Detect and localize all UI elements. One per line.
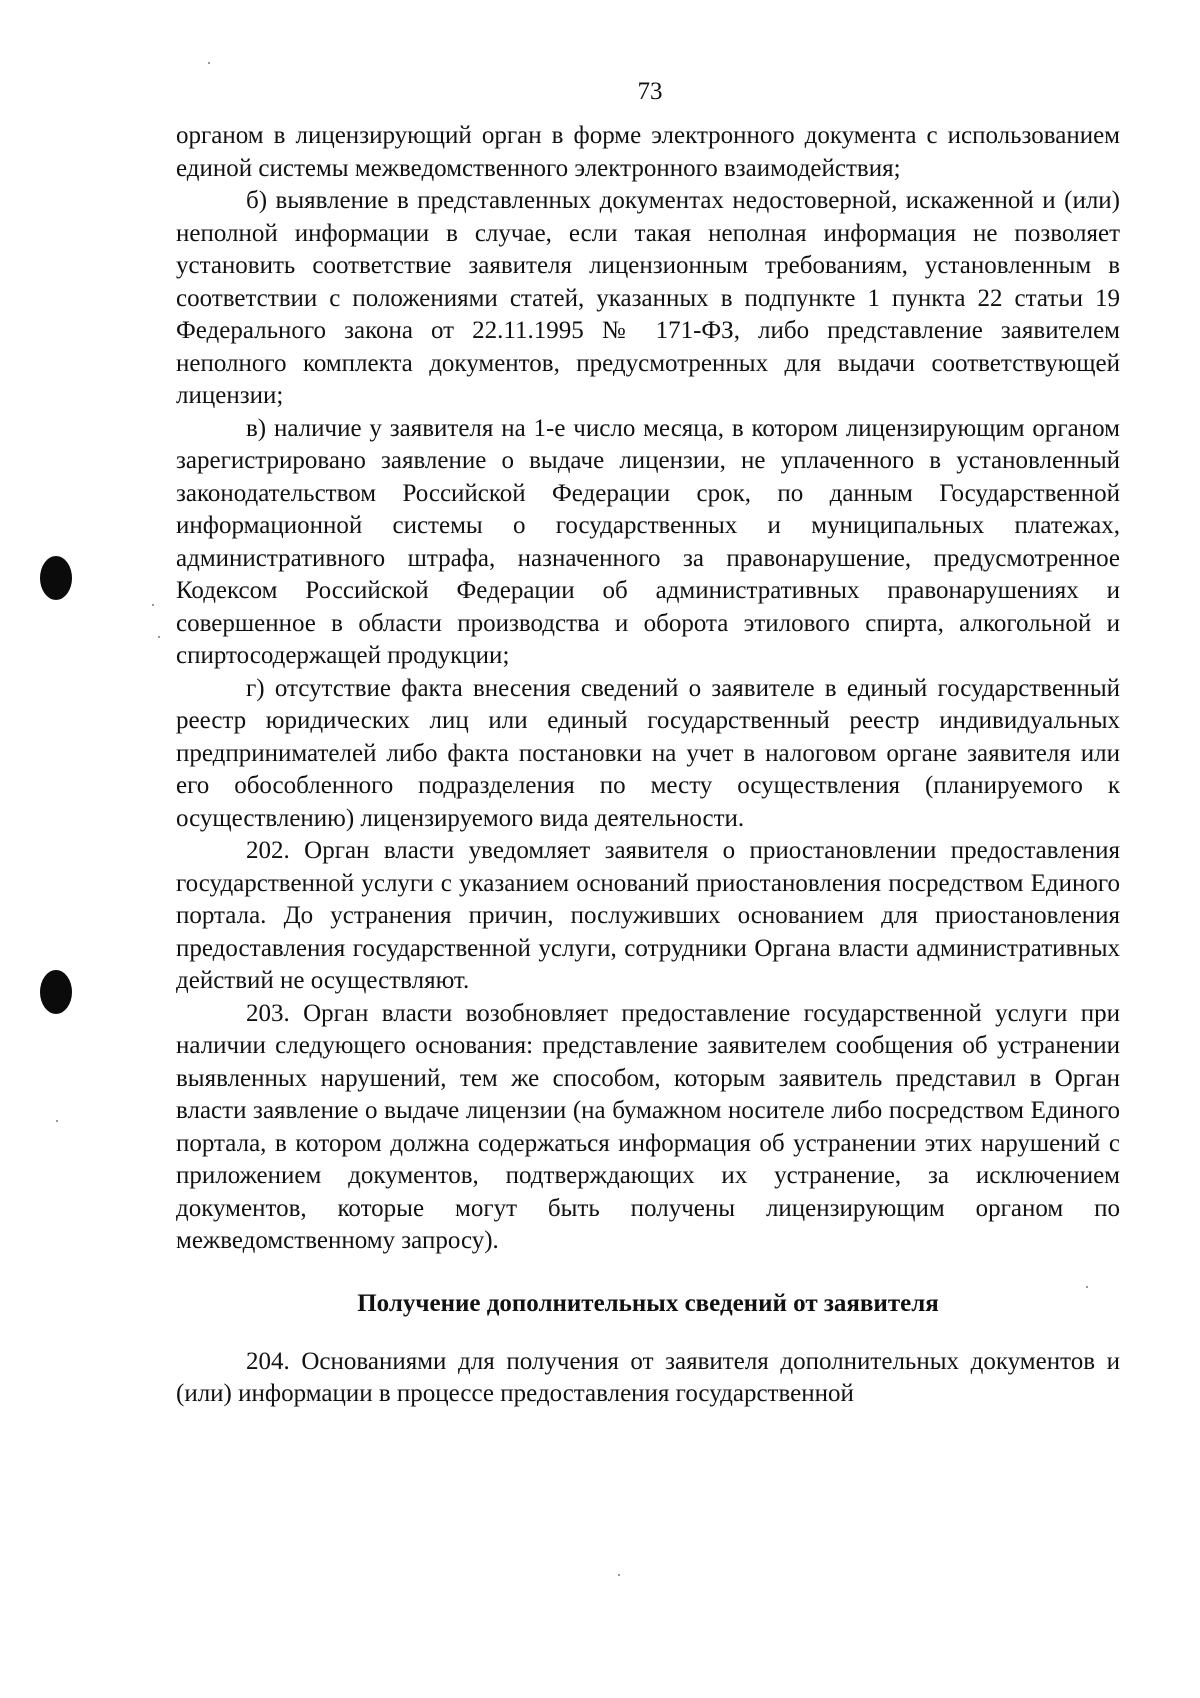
scan-speck [158, 636, 160, 638]
scan-speck [152, 604, 154, 606]
page-number: 73 [637, 78, 663, 105]
paragraph-item-g: г) отсутствие факта внесения сведений о заявителе в единый государственный реестр юридических лиц или единый государственный реестр индивидуальных предпринимателей либо факта постановки на учет в налоговом органе заявителя или его обособленного подразделения по месту осуществления (планируемого к осуществлению) лицензируемого вида деятельности. [176, 674, 1120, 832]
paragraph-continuation: органом в лицензирующий орган в форме электронного документа с использованием единой системы межведомственного электронного взаимодействия; [176, 122, 1120, 182]
paragraph-203: 203. Орган власти возобновляет предоставление государственной услуги при наличии следующего основания: представление заявителем сообщения об устранении выявленных нарушений, тем же способом, которым заявитель представил в Орган власти заявление о выдаче лицензии (на бумажном носителе либо посредством Единого портала, в котором должна содержаться информация об устранении этих нарушений с приложением документов, подтверждающих их устранение, за исключением документов, которые могут быть получены лицензирующим органом по межведомственному запросу). [176, 999, 1120, 1254]
paragraph-204: 204. Основаниями для получения от заявителя дополнительных документов и (или) информации в процессе предоставления государственной [176, 1347, 1120, 1407]
section-heading: Получение дополнительных сведений от заявителя [357, 1289, 939, 1317]
scan-speck [56, 1120, 58, 1122]
punch-hole-mark [40, 556, 72, 600]
scan-speck [618, 1574, 620, 1576]
paragraph-item-v: в) наличие у заявителя на 1-е число месяца, в котором лицензирующим органом зарегистрировано заявление о выдаче лицензии, не уплаченного в установленный законодательством Российской Федерации срок, по данным Государственной информационной системы о государственных и муниципальных платежах, административного штрафа, назначенного за правонарушение, предусмотренное Кодексом Российской Федерации об административных правонарушениях и совершенное в области производства и оборота этилового спирта, алкогольной и спиртосодержащей продукции; [176, 414, 1120, 669]
punch-hole-mark [40, 970, 72, 1014]
paragraph-202: 202. Орган власти уведомляет заявителя о приостановлении предоставления государственной услуги с указанием оснований приостановления посредством Единого портала. До устранения причин, послуживших основанием для приостановления предоставления государственной услуги, сотрудники Органа власти административных действий не осуществляют. [176, 837, 1120, 994]
document-body [176, 120, 1120, 1411]
paragraph-item-b: б) выявление в представленных документах недостоверной, искаженной и (или) неполной информации в случае, если такая неполная информация не позволяет установить соответствие заявителя лицензионным требованиям, установленным в соответствии с положениями статей, указанных в подпункте 1 пункта 22 статьи 19 Федерального закона от 22.11.1995 № 171-ФЗ, либо представление заявителем неполного комплекта документов, предусмотренных для выдачи соответствующей лицензии; [176, 187, 1120, 409]
scan-speck [208, 62, 210, 64]
